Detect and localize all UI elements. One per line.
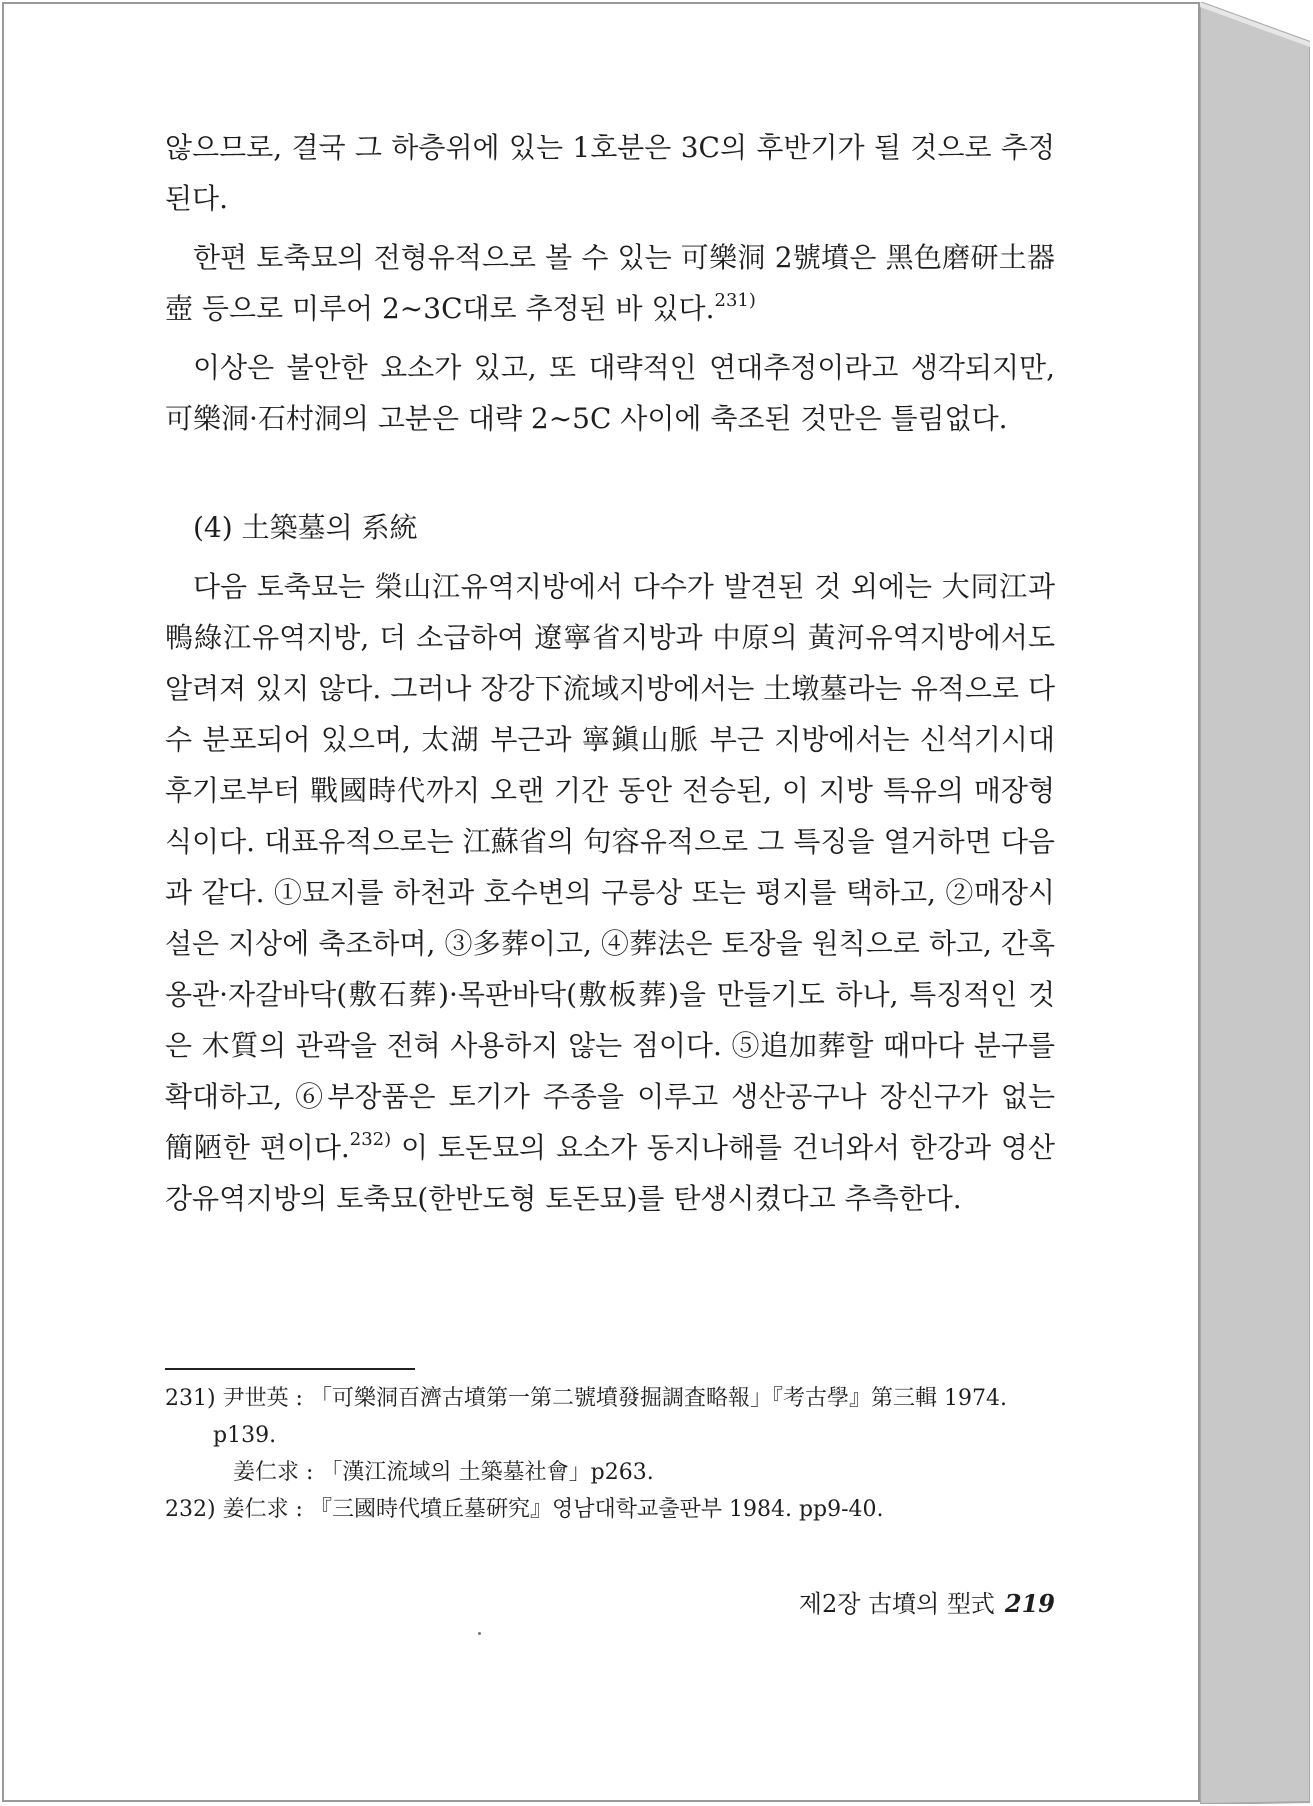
running-footer [795, 1584, 1055, 1619]
page-number: 219 [1004, 1589, 1055, 1618]
paragraph-1: 않으므로, 결국 그 하층위에 있는 1호분은 3C의 후반기가 될 것으로 추정된다. [165, 131, 1055, 215]
paragraph-2-text: 한편 토축묘의 전형유적으로 볼 수 있는 可樂洞 2號墳은 黑色磨研土器壺 등으로 미루어 2∼3C대로 추정된 바 있다. [165, 241, 1055, 325]
footnote-232-line-1: 232) 姜仁求 : 『三國時代墳丘墓硏究』영남대학교출판부 1984. pp9-40. [165, 1497, 884, 1522]
book-edge [1200, 2, 1310, 1804]
footnote-231-line-3: 姜仁求 : 「漢江流域의 土築墓社會」p263. [233, 1460, 654, 1485]
section-paragraph [165, 561, 1055, 1224]
footnote-231-line-1: 231) 尹世英 : 「可樂洞百濟古墳第一第二號墳發掘調査略報」『考古學』第三輯 1974. [165, 1386, 1007, 1411]
paragraph-2 [165, 232, 1055, 334]
footnote-ref-232[interactable]: 232) [349, 1128, 392, 1150]
section-paragraph-tail: 이 토돈묘의 요소가 동지나해를 건너와서 한강과 영산강유역지방의 토축묘(한반도형 토돈묘)를 탄생시켰다고 추측한다. [165, 1131, 1055, 1215]
section-heading: (4) 土築墓의 系統 [193, 511, 418, 544]
footnote-divider [165, 1368, 415, 1370]
chapter-title: 제2장 古墳의 型式 [798, 1590, 995, 1618]
footnote-ref-231[interactable]: 231) [714, 289, 756, 311]
scan-speck [478, 1632, 481, 1635]
footnotes [165, 1380, 1065, 1528]
section-paragraph-text: 다음 토축묘는 榮山江유역지방에서 다수가 발견된 것 외에는 大同江과 鴨綠江유역지방, 더 소급하여 遼寧省지방과 中原의 黃河유역지방에서도 알려져 있지 않다. 그러나 장강下流域지방에서는 土墩墓라는 유적으로 다수 분포되어 있으며, 太湖 부근과 寧鎭山脈 부근 지방에서는 신석기시대 후기로부터 戰國時代까지 오랜 기간 동안 전승된, 이 지방 특유의 매장형식이다. 대표유적으로는 江蘇省의 句容유적으로 그 특징을 열거하면 다음과 같다. ①묘지를 하천과 호수변의 구릉상 또는 평지를 택하고, ②매장시설은 지상에 축조하며, ③多葬이고, ④葬法은 토장을 원칙으로 하고, 간혹 옹관·자갈바닥(敷石葬)·목판바닥(敷板葬)을 만들기도 하나, 특징적인 것은 木質의 관곽을 전혀 사용하지 않는 점이다. ⑤追加葬할 때마다 분구를 확대하고, ⑥부장품은 토기가 주종을 이루고 생산공구나 장신구가 없는 簡陋한 편이다. [165, 570, 1055, 1164]
body-text [165, 122, 1055, 1224]
footnote-231-line-2: p139. [213, 1423, 277, 1448]
paragraph-3: 이상은 불안한 요소가 있고, 또 대략적인 연대추정이라고 생각되지만, 可樂洞·石村洞의 고분은 대략 2∼5C 사이에 축조된 것만은 틀림없다. [165, 351, 1055, 435]
